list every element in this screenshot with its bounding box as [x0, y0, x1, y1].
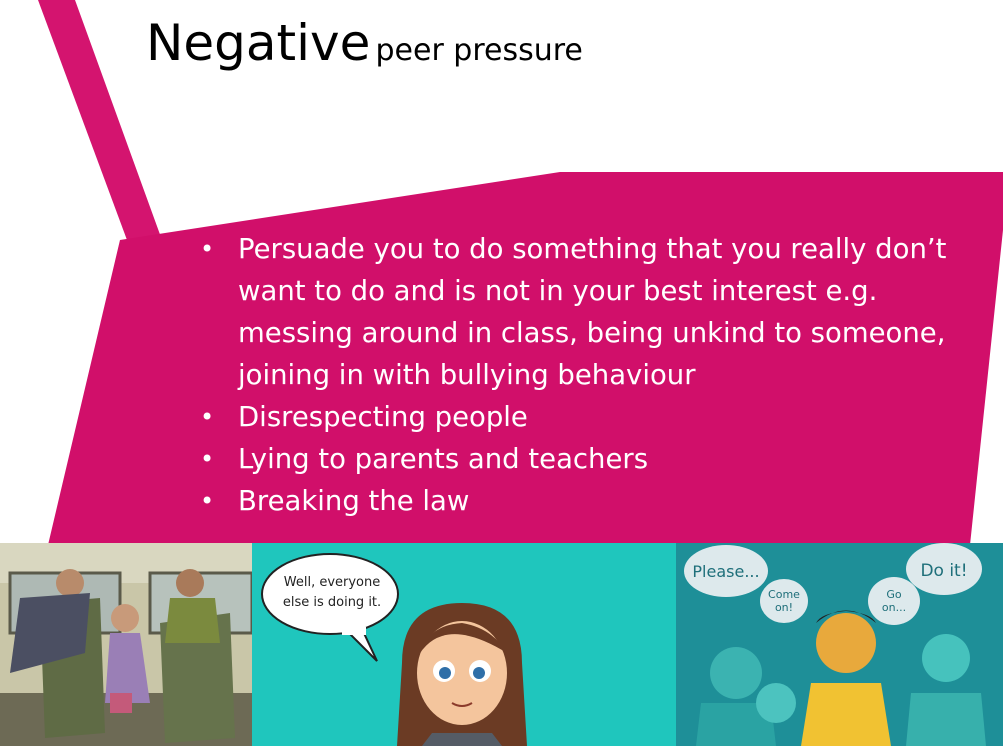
diagonal-accent-bar	[38, 0, 162, 240]
speech-come-on-line2: on!	[774, 601, 794, 614]
speech-come-on-line1: Come	[768, 588, 800, 601]
bullet-icon: •	[200, 445, 215, 473]
speech-please: Please...	[692, 562, 760, 581]
bullet-item	[200, 228, 990, 396]
bullet-text: Breaking the law	[238, 485, 470, 517]
bullet-list	[200, 228, 990, 522]
bullet-icon: •	[200, 235, 215, 263]
bullet-text: Lying to parents and teachers	[238, 443, 649, 475]
bullet-item	[200, 480, 990, 522]
speech-text-line2: else is doing it.	[282, 595, 382, 610]
bullet-icon: •	[200, 487, 215, 515]
speech-go-on-line2: on...	[881, 601, 907, 614]
slide-title	[146, 14, 583, 72]
bullet-icon: •	[200, 403, 215, 431]
bullet-item	[200, 438, 990, 480]
bullet-text: Disrespecting people	[238, 401, 528, 433]
speech-text-line1: Well, everyone	[283, 575, 381, 590]
bullet-text: Persuade you to do something that you really don’t want to do and is not in your best interest e.g. messing around in class, being unkind to someone, joining in with bullying behaviour	[238, 233, 947, 391]
title-sub: peer pressure	[375, 33, 583, 68]
cartoon-girl-illustration	[252, 543, 676, 746]
crowd-pressure-illustration	[676, 543, 1003, 746]
bus-bullying-illustration	[0, 543, 252, 746]
title-main: Negative	[146, 14, 371, 72]
bullet-item	[200, 396, 990, 438]
speech-do-it: Do it!	[920, 561, 968, 581]
speech-go-on-line1: Go	[886, 588, 902, 601]
